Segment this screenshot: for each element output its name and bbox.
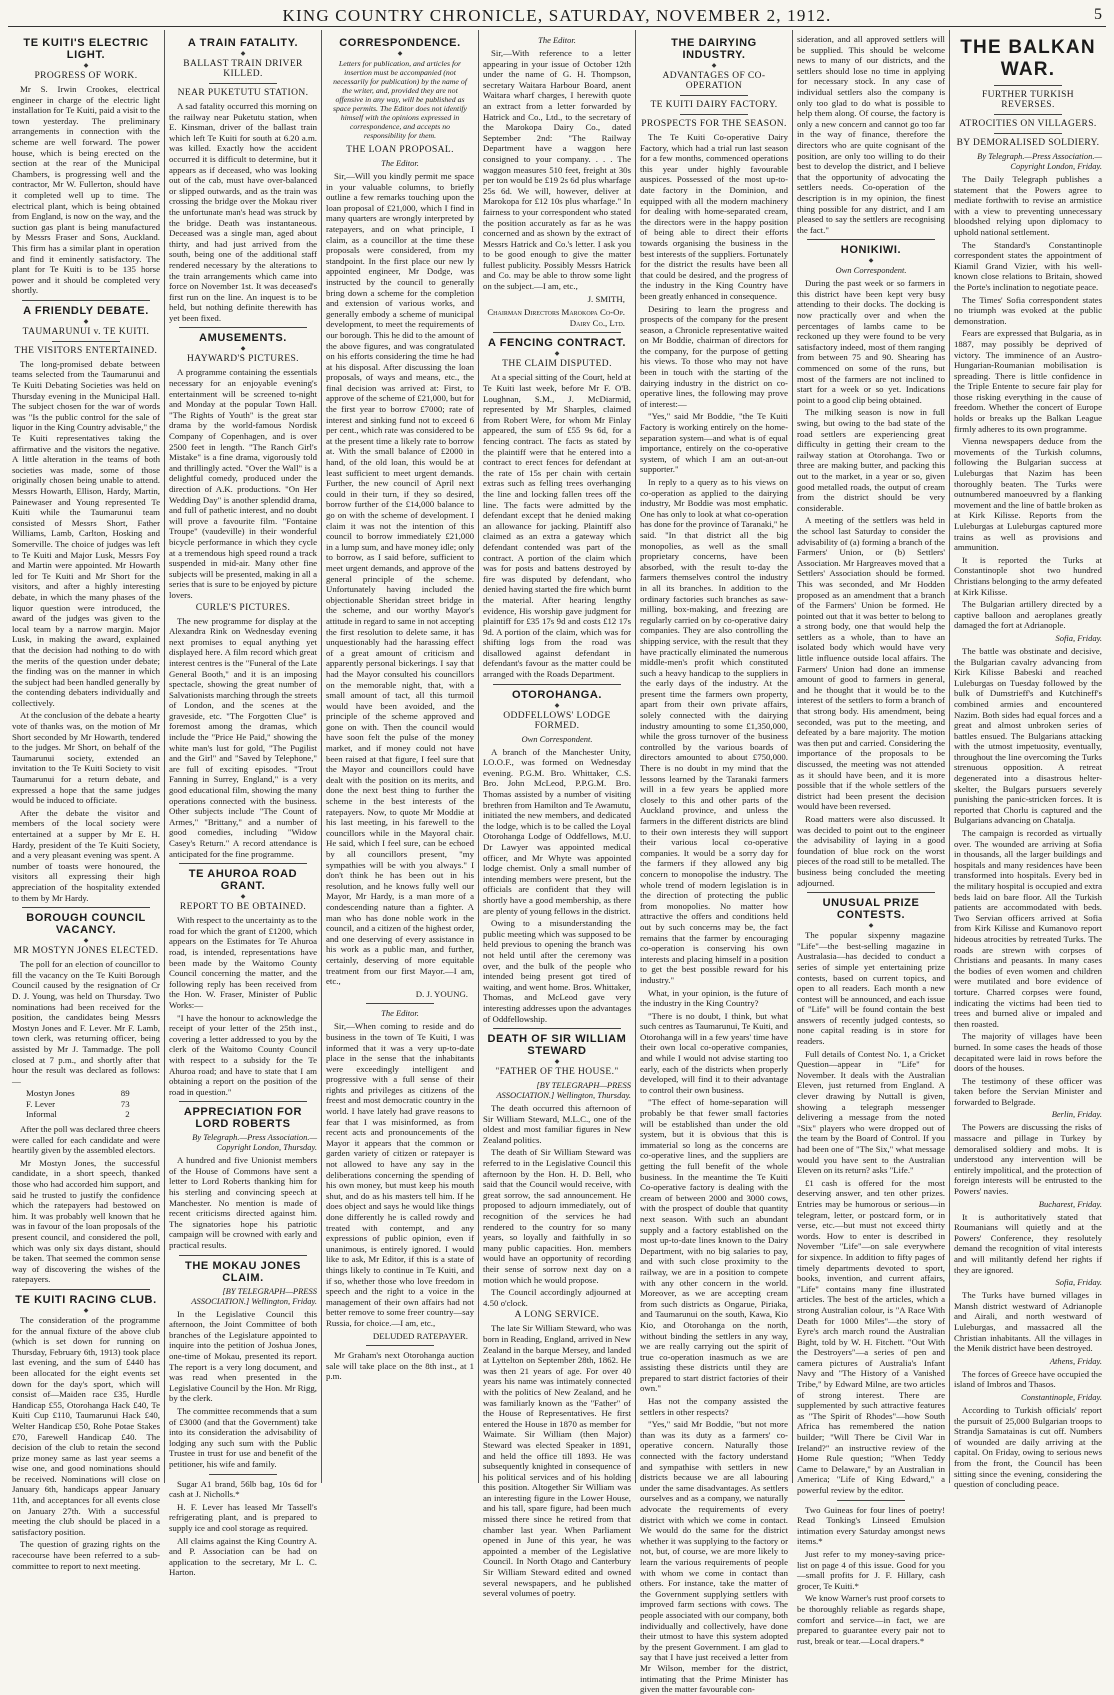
article-paragraph: Has not the company assisted the settlers in other respects?	[640, 1396, 788, 1417]
divider-ornament: ◆	[83, 1307, 89, 1314]
article-paragraph: The Standard's Constantinople correspondent states the appointment of Kiamil Grand Vizier, with his well-known close relations to Britain, showed the Porte's inclination to negotiate peace.	[954, 239, 1102, 292]
article-paragraph: The death of Sir William Steward was referred to in the Legislative Council this afternoon by the Hon. H. D. Bell, who said that the Council would receive, with great sorrow, the sad announcement. He proposed to adjourn immediately, out of recognition of the services he had rendered to the country for so many years, so loyally and faithfully in so many public capacities. Hon. members would have an opportunity of recording their sense of sorrow next day on a motion which he would propose.	[483, 1147, 631, 1285]
divider-ornament: ◆	[397, 51, 403, 57]
article-divider	[22, 1289, 150, 1290]
letter-salutation: The Editor.	[538, 35, 576, 45]
candidate-name: Mostyn Jones	[26, 1088, 75, 1099]
subhead-rule	[680, 114, 748, 115]
article-paragraph: According to Turkish officials' report the pursuit of 25,000 Bulgarian troops to Strandja Samatainas is cut off. Numbers of wounded are daily arriving at the capital. On Friday, owing to serious news from the front, the Council has been sitting since the evening, considering the question of concluding peace.	[954, 1404, 1102, 1490]
article-divider	[366, 1003, 434, 1004]
column-5	[636, 30, 793, 1695]
article-paragraph: Owing to a misunderstanding the public meeting which was supposed to be held previous to opening the branch was not held until after the ceremony was over, and the bulk of the people who intended being present got tired of waiting, and went home. Bros. Whittaker, Thomas, and McLeod gave very interesting addresses upon the advantages of Oddfellowship.	[483, 918, 631, 1024]
article-byline: Own Correspondent.	[835, 265, 907, 276]
divider-ornament: ◆	[83, 318, 89, 325]
divider-ornament: ◆	[711, 63, 717, 69]
article-borough-council	[12, 912, 160, 1285]
letter-signature: DELUDED RATEPAYER.	[372, 1330, 468, 1341]
divider-ornament: ◆	[868, 923, 874, 930]
letter-paragraph: Sir,—With reference to a letter appearing in your issue of October 12th under the name of G. H. Thompson, secretary Waitara Harbour Board, anent Waitara wharf charges, I herewith quote an extract from a letter forwarded by Hatrick and Co., Ltd., to the secretary of the Marokopa Dairy Co., dated September 2nd: "The Railway Department have a waggon here consigned to your company. . . . The waggon measures 510 feet, freight at 30s per ton would be £19 2s 6d plus wharfage 25s 6d. We will, however, deliver at Marokopa for £12 10s plus wharfage." In fairness to your correspondent who stated the position accurately as far as he was concerned and as shown by the extract of Messrs Hatrick and Co.'s letter. I ask you to be good enough to give the matter fullest publicity. Possibly Messrs Hatrick and Co. may be able to throw some light on the subject.—I am, etc.,	[483, 48, 631, 292]
article-subhead: A LONG SERVICE.	[514, 1310, 600, 1321]
article-byline: Own Correspondent.	[521, 733, 593, 744]
article-paragraph: Desiring to learn the progress and prospects of the company for the present season, a Chronicle representative waited on Mr Boddie, chairman of directors for the company, for the purpose of getting his views. To those who may not have been in touch with the starting of the dairying industry in the district on co-operative lines, the following may prove of interest:—	[640, 303, 788, 409]
article-subhead: TAUMARUNUI v. TE KUITI.	[22, 326, 150, 337]
article-divider	[22, 907, 150, 908]
article-paragraph: The poll for an election of councillor to fill the vacancy on the Te Kuiti Borough Council caused by the resignation of Cr D. J. Young, was held on Thursday. Two nominations had been received for the position, the candidates being Messrs Mostyn Jones and F. Lever. Mr F. Lamb, town clerk, was returning officer, being assisted by Mr J. Tammadge. The poll closed at 7 p.m., and shortly after that hour the result was declared as follows:—	[12, 959, 160, 1086]
poll-result-row	[26, 1099, 130, 1110]
article-paragraph: In the Legislative Council this afternoon, the Joint Committee of both branches of the Legislature appointed to inquire into the petition of Joshua Jones, one-time of Mokau, presented its report. The report is a very long document, and was read when presented in the Legislative Council by the Hon. Mr Rigg, by the clerk.	[169, 1308, 317, 1404]
article-paragraph: "I have the honour to acknowledge the receipt of your letter of the 25th inst., covering a letter addressed to you by the clerk of the Waitomo County Council with respect to a subsidy for the Te Ahuroa road; and have to state that I am obtaining a report on the position of the road in question."	[169, 1012, 317, 1097]
article-subhead: MR MOSTYN JONES ELECTED.	[13, 946, 159, 957]
article-electric-light	[12, 37, 160, 296]
vote-count: 89	[120, 1088, 130, 1099]
article-title: OTOROHANGA.	[511, 688, 603, 701]
article-correspondence	[326, 37, 474, 1382]
poll-result-table	[26, 1088, 130, 1120]
article-paragraph: A hundred and five Unionist members of the House of Commons have sent a letter to Lord Roberts thanking him for his sterling and convincing speech at Manchester. No mention is made of recent criticisms directed against him. The signatories hope his patriotic campaign will be crowned with early and practical results.	[169, 1155, 317, 1251]
article-title: A FENCING CONTRACT.	[487, 337, 627, 350]
article-ahuroa-road	[169, 868, 317, 1097]
subhead-rule	[994, 133, 1062, 134]
masthead	[8, 6, 1106, 27]
column-3	[322, 30, 479, 1483]
article-subhead: "FATHER OF THE HOUSE."	[495, 1067, 619, 1078]
article-divider	[179, 863, 307, 864]
editorial-note: Letters for publication, and articles for insertion must be accompanied (not necessarily for publication) by the name of the writer, and, provided they are not offensive in any way, will be published as space permits. The Editor does not identify himself with the opinions expressed in correspondence, and accepts no responsibility for them.	[332, 59, 468, 140]
article-dateline: Constantinople, Friday.	[1021, 1391, 1102, 1402]
article-paragraph: A sad fatality occurred this morning on the railway near Puketutu station, when E. Kinsman, driver of the ballast train which left Te Kuiti for south at 6.20 a.m. was killed. Exactly how the accident occurred it is difficult to determine, but it appears as if deceased, who was looking out of the cab, must have over-balanced or slipped outwards, and as the train was crossing the bridge over the Mokau river the unfortunate man's head was struck by the bridge. Death was instantaneous. Deceased was a single man, aged about thirty, and had just arrived from the south, being one of the additional staff rendered necessary by the alterations to the train arrangements which came into force on November 1st. It was deceased's first run on the line. An inquest is to be held, but nothing definite therewith has yet been fixed.	[169, 101, 317, 323]
candidate-name: F. Lever	[26, 1098, 56, 1109]
divider-ornament: ◆	[868, 258, 874, 265]
article-title: A FRIENDLY DEBATE.	[23, 304, 149, 317]
divider-ornament: ◆	[554, 351, 560, 358]
article-paragraph: At a special sitting of the Court, held at Te Kuiti last week, before Mr F. O'B. Loughnan, S.M., J. McDiarmid, represented by Mr Sharples, claimed from Robert Were, for whom Mr Finlay appeared, the sum of £55 9s 6d, for a fencing contract. The facts as stated by the plaintiff were that he entered into a contract to erect fences for defendant at the rate of 15s per chain with certain extras such as felling trees overhanging the line and locking fallen trees off the line. The facts were admitted by the defendant except that he denied making an allowance for jacking. Plaintiff also claimed as an extra a gateway which defendant contended was part of the contract. A portion of the claim which was for posts and battens destroyed by fire was disputed by defendant, who denied having started the fire which burnt the material. After hearing lengthy evidence, His worship gave judgment for plaintiff for £35 17s 9d and costs £12 17s 9d. A portion of the claim, which was for shifting logs from the road was disallowed against defendant in defendant's favour as the matter could be arranged with the Roads Department.	[483, 372, 631, 680]
column-1	[8, 30, 165, 1571]
article-subhead: FURTHER TURKISH REVERSES.	[981, 90, 1075, 110]
subhead-rule	[680, 95, 748, 96]
letter-signature: J. SMITH,	[587, 293, 625, 304]
article-divider	[179, 327, 307, 328]
article-friendly-debate	[12, 305, 160, 903]
column-6	[793, 30, 950, 1646]
article-subhead: NEAR PUKETUTU STATION.	[177, 88, 309, 98]
article-paragraph: "The effect of home-separation will probably be that fewer small factories will be established than under the old system, but it is obvious that this is immaterial so long as the concerns are co-operative lines, and the suppliers are getting the full benefit of the whole business. In the meantime the Te Kuiti Co-operative factory is dealing with the cream of between 2000 and 3000 cows, with the prospect of double that quantity next season. With such an abundant supply and a factory established on the most up-to-date lines known to the Dairy Department, with no big salaries to pay, and with such close proximity to the railway, we are in a position to compete with any other concern in the world. Moreover, as we are accepting cream from such districts as Ongarue, Piriaka, and Taumarunui on the south, Kawa, Kio Kio, and Otorohanga on the north, without binding the settlers in any way, we are really carrying out the spirit of true co-operation inasmuch as we are assisting these districts until they are prepared to start district factories of their own."	[640, 1097, 788, 1394]
article-title: TE KUITI'S ELECTRIC LIGHT.	[23, 37, 149, 61]
notice-paragraph: Mr Graham's next Otorohanga auction sale will take place on the 8th inst., at 1 p.m.	[326, 1350, 474, 1382]
article-paragraph: The campaign is recorded as virtually over. The wounded are arriving at Sofia in thousands, all the larger buildings and hospitals and many residences have been transformed into hospitals. Every bed in the military hospital is occupied and extra beds laid on bare floor. All the Turkish patients are accommodated with beds. Two Servian officers arrived at Sofia from Kirk Kilisse and Kumanovo report hideous atrocities by retreated Turks. The roads are strewn with corpses of Christians and peasants. In many cases the bodies of even women and children were mutilated and bore evidence of torture. Charred corpses were found, indicating the victims had been tied to trees and burned alive or impaled and then roasted.	[954, 828, 1102, 1029]
columns	[8, 30, 1106, 1695]
article-paragraph: The Bulgarian artillery directed by a captive balloon and aeroplanes greatly damaged the fort at Adrianople.	[954, 599, 1102, 631]
article-paragraph: In reply to a query as to his views on co-operation as applied to the dairying industry, Mr Boddie was most emphatic. One has only to look at what co-operation has done for the province of Taranaki," he said. "In that district all the big monopolies, as well as the small proprietary concerns, have been absorbed, with the result to-day the farmers themselves control the industry in all its branches. In addition to the ordinary factories such branches as saw-milling, box-making, and freezing are regularly carried on by co-operative dairy companies. They are also controlling the shipping service, with the result that they have practically eliminated the numerous middle-men's profit which constituted such a heavy handicap to the suppliers in the early days of the industry. At the present time the farmers own property, apart from their own private affairs, solely connected with the dairying industry amounting to some £1,350,000, while the gross turnover of the business controlled by the various boards of directors amounted to about £750,000. There is no doubt in my mind that the lessons learned by the Taranaki farmers will in a few years be applied more closely to this and other parts of the Auckland province, and unless the farmers in the different districts are blind to their own interests they will support their various local co-operative companies. It would be a sorry day for the farmers if they allowed any big concern to monopolise the industry. The whole trend of modern legislation is in the direction of protecting the public from monopolies. No matter how attractive the offers and conditions held out by such concerns may be, the fact remains that the farmer by encouraging co-operation is conserving his own interests and placing himself in a position to get the best possible reward for his industry."	[640, 477, 788, 985]
article-title: TE AHUROA ROAD GRANT.	[188, 868, 298, 893]
article-divider	[22, 300, 150, 301]
subhead-rule	[209, 83, 277, 84]
article-subhead: PROSPECTS FOR THE SEASON.	[641, 119, 787, 129]
letter-salutation: The Editor.	[381, 158, 419, 168]
article-prize-contests	[797, 897, 945, 1646]
article-paragraph: The question of grazing rights on the racecourse have been referred to a sub-committee to report to next meeting.	[12, 1539, 160, 1571]
article-subhead: REPORT TO BE OBTAINED.	[179, 902, 307, 913]
article-paragraph: "There is no doubt, I think, but what such centres as Taumarunui, Te Kuiti, and Otorohanga will in a few years' time have their own local co-operative companies, and while I would not advise starting too early, each of the districts when properly developed, will find it to their advantage to control their own business.	[640, 1010, 788, 1095]
article-paragraph: The Powers are discussing the risks of massacre and pillage in Turkey by demoralised soldiery and mobs. It is understood any intervention will be entirely impolitical, and the protection of foreign interests will be entrusted to the Powers' navies.	[954, 1122, 1102, 1197]
article-fencing-contract	[483, 337, 631, 679]
article-subhead: THE CLAIM DISPUTED.	[502, 359, 612, 370]
article-paragraph: The new programme for display at the Alexandra Rink on Wednesday evening next promises to equal anything yet displayed here. A film record which great interest centres is the "Funeral of the Late General Booth," and it is an imposing spectacle, showing the great number of Salvationists marching through the streets of London, and the scenes at the graveside, etc. "The Forgotten Clue" is foremost among the dramas, which include the "Price He Paid," showing the white man's lust for gold, "The Pugilist and the Girl" and "Saved by Telephone," are full of exciting episodes. "Trout Fanning in Surrey, England," is a very good educational film, showing the many operations connected with the business. Other subjects include "The Count of Armes," "Brittany," and a number of good comedies, including "Widow Casey's Return." A record attendance is anticipated for the fine programme.	[169, 615, 317, 859]
notice-paragraph: H. F. Lever has leased Mr Tassell's refrigerating plant, and is prepared to supply ice and cool storage as required.	[169, 1501, 317, 1533]
article-letter-smith	[483, 35, 631, 328]
article-dateline: Athens, Friday.	[1049, 1355, 1102, 1366]
article-paragraph: After the debate the visitor and members of the local society were entertained at a supper by Mr E. H. Hardy, president of the Te Kuiti Society, and a very pleasant evening was spent. A number of toasts were honoured, the visitors all expressing their high appreciation of the hospitality extended to them by Mr Hardy.	[12, 807, 160, 903]
article-divider	[209, 1474, 277, 1475]
article-paragraph: The consideration of the programme for the annual fixture of the above club (which is set down for running on Thursday, February 6th, 1913) took place last evening, and the sum of £440 has been allocated for the eight events set down for the day's sport, which will consist of—Maiden race £35, Hurdle Handicap £55, Otorohanga Hack £40, Te Kuiti Cup £110, Taumarunui Hack £40, Welter Handicap £50, Rohe Potae Stakes £70, Farewell Handicap £40. The decision of the club to retain the second prize money same as last year seems a wise one, and good nominations should be received. Nominations will close on January 6th, handicaps appear January 11th, and acceptances for all events close on January 27th. With a successful meeting the club should be placed in a satisfactory position.	[12, 1314, 160, 1537]
article-divider	[837, 1500, 905, 1501]
notice-paragraph: Two Guineas for four lines of poetry! Read Tonking's Linseed Emulsion intimation every Saturday amongst news items.*	[797, 1504, 945, 1547]
divider-ornament: ◆	[83, 938, 89, 945]
article-title: DEATH OF SIR WILLIAM STEWARD	[487, 1033, 627, 1058]
article-title: APPRECIATION FOR LORD ROBERTS	[183, 1106, 303, 1131]
article-paragraph: Mr Mostyn Jones, the successful candidate, in a short speech, thanked those who had accorded him support, and said he trusted to justify the confidence which the ratepayers had bestowed on him. It was probably well known that he was in favour of the loan proposals of the present council, and considered the poll, which was only six days distant, should be taken. That seemed the common sense way of discovering the wishes of the ratepayers.	[12, 1157, 160, 1285]
article-dateline: Sofia, Friday.	[1055, 1277, 1102, 1288]
article-dairying-industry	[640, 37, 788, 1695]
article-divider	[179, 1255, 307, 1256]
article-paragraph: "Yes," said Mr Boddie, "but not more than was its duty as a farmers' co-operative concern. Naturally those connected with the factory understand and sympathise with settlers in new districts because we are all labouring under the same disadvantages. As settlers ourselves and as a company, we naturally advocate the requirements of every district with which we come in contact. We would do the same for the district whether it was supplying to the factory or not, but, of course, we are more likely to learn the various requirements of people with whom we come in contact than others. For instance, take the matter of the Government supplying settlers with improved farm sections with cows. The people associated with our company, both individually and collectively, have done their utmost to have this system adopted by the present Government. I am glad to say that I have just received a letter from Mr Wilson, member for the district, intimating that the Prime Minister has given the matter favourable con-	[640, 1419, 788, 1695]
article-paragraph: The battle was obstinate and decisive, the Bulgarian cavalry advancing from Kirk Kilisse Babeski and reached Luleburgas on Tuesday followed by the bulk of Dumstrieff's and Kutchineff's combined armies and encountered Nazim. Both sides had equal forces and a great and almost unbroken series of battles ensued. The Bulgarians attacking with the utmost impetuosity, eventually, throughout the line overcoming the Turks strenuous opposition. A retreat degenerated into a disastrous helter-skelter, the Bulgars pursuers severely punishing the panic-stricken forces. It is reported that Chorlu is captured and the Bulgarians advancing on Chatalja.	[954, 645, 1102, 826]
letter-signature-title: Chairman Directors Marokopa Co-Op. Dairy Co., Ltd.	[487, 307, 625, 328]
article-otorohanga	[483, 689, 631, 1024]
article-dairying-continued	[797, 34, 945, 235]
article-paragraph: Road matters were also discussed. It was decided to point out to the engineer the advisability of laying in a good foundation of blue rock on the worst pieces of the road still to be metalled. The business being concluded the meeting adjourned.	[797, 813, 945, 888]
article-divider	[493, 332, 621, 333]
article-paragraph: A meeting of the settlers was held in the school last Saturday to consider the advisability of (a) forming a branch of the Farmers' Union, or (b) Settlers' Association. Mr Hargreaves moved that a Settlers' Association should be formed. This was seconded, and Mr Hodden proposed as an amendment that a branch of the Farmers' Union be formed. He pointed out that it was better to belong to a strong body, one that would help the settlers as a whole, than to have an isolated body which would have very little influence outside local affairs. The Farmers' Union had done an immense amount of good to farmers in general, and he thought that it would be to the interest of the settlers to form a branch of that strong body. His amendment, being seconded, was put to the meeting, and defeated by a bare majority. The motion was then put and carried. Considering the importance of the proposals to be discussed, the meeting was not attended as it should have been, and it is more possible that if the whole settlers of the district had been present the decision would have been reversed.	[797, 515, 945, 812]
article-dateline: Sofia, Friday.	[1055, 632, 1102, 643]
article-subhead: ATROCITIES ON VILLAGERS.	[959, 119, 1097, 129]
article-paragraph: It is authoritatively stated that Roumanians will quietly and at the Powers' Conference, they resolutely demand the recognition of vital interests and will militantly defend her rights if they are ignored.	[954, 1211, 1102, 1275]
divider-ornament: ◆	[554, 1059, 560, 1066]
article-paragraph: The majority of villages have been burned. In some cases the heads of those decapitated were laid in rows before the doors of the houses.	[954, 1031, 1102, 1074]
article-paragraph: The death occurred this afternoon of Sir William Steward, M.L.C., one of the oldest and most familiar figures in New Zealand politics.	[483, 1103, 631, 1145]
divider-ornament: ◆	[240, 51, 246, 57]
article-paragraph: A branch of the Manchester Unity, I.O.O.F., was formed on Wednesday evening. P.G.M. Bro. Whittaker, C.S. Bro. John McLeod, P.P.G.M. Bro. Thomas assisted by a number of visiting brethren from Hamilton and Te Awamutu, initiated the new members, and dedicated the lodge, which is to be called the Loyal Otorohanga Lodge of Oddfellows, M.U. Dr Lawyer was appointed medical officer, and Mr Whyte was appointed lodge chemist. Only a small number of intending members were present, but the officials are confident that they will shortly have a good membership, as there are plenty of young fellows in the district.	[483, 746, 631, 916]
divider-ornament: ◆	[240, 346, 246, 353]
subhead-rule	[994, 114, 1062, 115]
vote-count: 73	[120, 1098, 130, 1109]
article-paragraph: Full details of Contest No. 1, a Cricket Question—appear in "Life" for November. It deals with the Australian Eleven, just returned from England. A clever drawing by Nuttall is given, showing a telegraph messenger delivering a message from the noted "Six" players who were dropped out of the team by the Board of Control. If you had been one of "The Six," what message would you have sent to the Australian Eleven on its return? asks "Life."	[797, 1048, 945, 1176]
article-title: THE BALKAN WAR.	[960, 37, 1096, 80]
candidate-name: Informal	[26, 1109, 57, 1120]
article-paragraph: Mr S. Irwin Crookes, electrical engineer in charge of the electric light installation for Te Kuiti, paid a visit to the town yesterday. The preliminary arrangements in connection with the scheme are well forward. The power house, which is being erected on the section at the rear of the Municipal Chambers, is progressing well and the contractor, Mr W. Fullerton, should have it completed well up to time. The electrical plant, which is being obtained from England, is now on the way, and the suction gas plant is being manufactured by Messrs Fraser and Sons, Auckland. This firm has a similar plant in operation and find it eminently satisfactory. The plant for Te Kuiti is to be 135 horse power and it should be completed very shortly.	[12, 84, 160, 296]
article-amusements	[169, 332, 317, 859]
article-paragraph: A programme containing the essentials necessary for an enjoyable evening's entertainment will be screened to-night and Monday at the popular Town Hall. "The Rights of Youth" is the great star drama by the world-famous Nordisk Company of Copenhagen, and is over 2500 feet in length. "The Ranch Girl's Mistake" is a fine drama, vigorously told and thrillingly acted. "Over the Wall" is a delightful comedy, produced under the direction of A.K. productions. "On Her Wedding Day" is another splendid drama, and full of pathetic interest, and no doubt will prove a favourite film. "Fontaine Troupe" (vaudeville) in their wonderful bicycle performance in which they cycle at a tremendous high speed round a track suspended in mid-air. Many other fine subjects will be presented, making in all a series that is sure to be enjoyed by picture lovers.	[169, 367, 317, 600]
notice-paragraph: Just refer to my money-saving price-list on page 4 of this issue. Good for you—small profits for J. F. Hillary, cash grocer, Te Kuiti.*	[797, 1548, 945, 1591]
article-dateline: By Telegraph.—Press Association.—Copyright London, Friday.	[977, 151, 1102, 171]
notice-paragraph: All claims against the King Country A. and P. Association can be had on application to the secretary, Mr L. C. Harton.	[169, 1535, 317, 1578]
divider-ornament: ◆	[554, 702, 560, 709]
article-paragraph: £1 cash is offered for the most deserving answer, and ten other prizes. Entries may be humorous or serious—in telegram, letter, or postcard form, or in verse, etc.—but must not exceed thirty words. How to enter is described in November "Life"—on sale everywhere for sixpence. In addition to fifty pages of timely departments devoted to sport, books, invention, and current affairs, "Life" contains many fine illustrated articles. The best of the articles, which a strong Australian colour, is "A Race With Death for 1000 Miles"—the story of Eyre's arch march round the Australian Bight, told by W. H. Fitchett. "Out With the Destroyers"—a series of pen and camera pictures of Australia's Infant Navy and "The History of a Vanished Tribe," by Edward Milne, are two articles of strong interest. There are supplemented by such attractive features as "The Spirit of Rhodes"—how South Africa has remembered the nation builder; "Will There be Civil War in Ireland?" an instructive review of the Home Rule question; "When Teddy Came to Delaware," by an Australian in America; "Life of King Edward," a powerful review by the editor.	[797, 1177, 945, 1495]
article-subhead: THE VISITORS ENTERTAINED.	[14, 345, 158, 356]
letter-salutation: The Editor.	[381, 1008, 419, 1019]
article-paragraph: With respect to the uncertainty as to the road for which the grant of £1200, which appears on the Estimates for Te Ahuroa road, is intended, representations have been made by the Waitomo County Council concerning the matter, and the following reply has been received from the Hon. W. Fraser, Minister of Public Works:—	[169, 915, 317, 1010]
article-dateline: By Telegraph.—Press Association.—Copyright London, Thursday.	[192, 1132, 317, 1153]
article-sir-william-steward	[483, 1033, 631, 1599]
article-balkan-war	[954, 37, 1102, 1490]
article-paragraph: sideration, and all approved settlers will be supplied. This should be welcome news to many of our districts, and the settlers should lose no time in applying for necessary stock. In any case of individual settlers also the company is only too glad to do what is possible to help them along. Of course, the factory is only a new concern and cannot go too far in the way of finance, therefore the directors who are quite cognisant of the position, are only too willing to do their best to develop the district, and I believe that the opportunity of advocating the settlers needs. Co-operation of the description is in my opinion, the finest thing possible for any district, and I am pleased to say the settlers are recognising the fact."	[797, 34, 945, 235]
article-paragraph: The milking season is now in full swing, but owing to the bad state of the road settlers are experiencing great difficulty in getting their cream to the railway station at Otorohanga. Two or three are making butter, and packing this out to the market, in a year or so, given good metalled roads, the output of cream from the district should be very considerable.	[797, 407, 945, 513]
column-4	[479, 30, 636, 1599]
article-subhead: HAYWARD'S PICTURES.	[187, 354, 299, 365]
divider-ornament: ◆	[240, 894, 246, 901]
article-subhead: CURLE'S PICTURES.	[195, 602, 291, 613]
article-paragraph: The popular sixpenny magazine "Life"—the best-selling magazine in Australasia—has decided to conduct a series of simple yet entertaining prize contests, based on current topics, and open to all readers. Each month a new contest will be announced, and each issue of "Life" will be found contain the best answers of recently judged contests, so none capital reading is in store for readers.	[797, 930, 945, 1047]
article-paragraph: Vienna newspapers deduce from the movements of the Turkish columns, following the Bulgarian success at Luleburgas that Nazim has been thoroughly beaten. The Turks were outnumbered manoeuvred by a flanking movement and the line of battle broken as at Kirk Kilisse. Reports from the Luleburgas at Luleburgas captured more trains as well as provisions and ammunition.	[954, 436, 1102, 553]
article-subhead: ADVANTAGES OF CO-OPERATION	[662, 71, 766, 91]
article-paragraph: The forces of Greece have occupied the island of Imbros and Thasos.	[954, 1368, 1102, 1390]
poll-result-row	[26, 1109, 130, 1120]
article-racing-club	[12, 1294, 160, 1571]
article-subhead: BY DEMORALISED SOLDIERY.	[956, 138, 1100, 148]
article-title: THE MOKAU JONES CLAIM.	[185, 1259, 301, 1284]
divider-ornament: ◆	[83, 63, 89, 69]
article-lord-roberts	[169, 1106, 317, 1250]
article-dateline: [BY TELEGRAPH—PRESS ASSOCIATION.] Wellington, Friday.	[191, 1285, 317, 1306]
article-paragraph: The Times' Sofia correspondent states no triumph was evoked at the public demonstration.	[954, 294, 1102, 326]
article-divider	[366, 1345, 434, 1346]
article-divider	[807, 892, 935, 893]
article-paragraph: The testimony of these officer was taken before the Servian Minister and forwarded to Belgrade.	[954, 1075, 1102, 1107]
article-paragraph: The Daily Telegraph publishes a statement that the Powers agree to mediate forthwith to revise an armistice with a view to preventing unnecessary bloodshed relying upon diplomacy to uphold national settlement.	[954, 174, 1102, 237]
article-paragraph: Fears are expressed that Bulgaria, as in 1887, may possibly be deprived of victory. The imminence of an Austro-Hungarian-Roumanian mobilisation is spreading. There is little confidence in the Triple Entente to secure fair play for those risking everything in the cause of freedom. Whether the concert of Europe holds or breaks up the Balkan League firmly adheres to its own programme.	[954, 328, 1102, 434]
article-divider	[807, 239, 935, 240]
article-title: CORRESPONDENCE.	[339, 37, 461, 49]
article-subhead: PROGRESS OF WORK.	[34, 71, 138, 81]
article-honikiwi	[797, 244, 945, 888]
article-dateline: [BY TELEGRAPH—PRESS ASSOCIATION.] Wellington, Thursday.	[496, 1080, 631, 1101]
article-paragraph: What, in your opinion, is the future of the industry in the King Country?	[640, 987, 788, 1009]
article-dateline: Bucharest, Friday.	[1038, 1198, 1102, 1209]
article-divider	[493, 1028, 621, 1029]
newspaper-title: KING COUNTRY CHRONICLE, SATURDAY, NOVEMBER 2, 1912.	[282, 6, 832, 25]
article-title: AMUSEMENTS.	[199, 332, 287, 345]
article-title: HONIKIWI.	[840, 244, 902, 257]
article-subhead: TE KUITI DAIRY FACTORY.	[650, 100, 778, 110]
column-2	[165, 30, 322, 1578]
article-mokau-jones	[169, 1260, 317, 1578]
poll-result-row	[26, 1088, 130, 1099]
article-title: UNUSUAL PRIZE CONTESTS.	[822, 897, 920, 922]
article-subhead: ODDFELLOWS' LODGE FORMED.	[503, 710, 611, 731]
article-subhead: BALLAST TRAIN DRIVER KILLED.	[183, 59, 303, 79]
article-title: BOROUGH COUNCIL VACANCY.	[26, 912, 146, 937]
letter-paragraph: Sir,—When coming to reside and do business in the town of Te Kuiti, I was informed that it was a very up-to-date place in the sense that the inhabitants were exceedingly intelligent and progressive with a full sense of their rights and privileges as citizens of the freest and most democratic country in the world. I have lately had grave reasons to fear that I was misinformed, as from recent acts and pronouncements of the Mayor it appears that the common or garden variety of citizen or ratepayer is not allowed to have any say in the deliberations concerning the spending of his own money, but must keep his mouth shut, and do as his masters tell him. If he does object and says he would like things done differently he is called rowdy and treated with contempt, and any expressions of public opinion, even if unanimous, is entirely ignored. I would like to ask, Mr Editor, if this is a state of things likely to continue in Te Kuiti, and if so, whether those who love freedom in speech and the right to a voice in the management of their own affairs had not better remove to some freer country—say Russia, for choice.—I am, etc.,	[326, 1021, 474, 1328]
article-divider	[493, 684, 621, 685]
notice-paragraph: Sugar A1 brand, 56lb bag, 10s 6d for cash at J. Nicholls.*	[169, 1478, 317, 1500]
article-paragraph: After the poll was declared three cheers were called for each candidate and were heartily given by the assembled electors.	[12, 1124, 160, 1156]
subhead-rule	[994, 85, 1062, 86]
article-paragraph: The Turks have burned villages in Mansh district westward of Adrianople and Airali, and north westward of Luleburgas, and massacred all the Christian inhabitants. All the villages in the Menik district have been destroyed.	[954, 1290, 1102, 1354]
subhead-rule	[52, 341, 120, 342]
letter-signature: D. J. YOUNG.	[415, 988, 468, 999]
article-paragraph: The committee recommends that a sum of £3000 (and that the Government) take into its consideration the advisability of lodging any such sum with the Public Trustee in trust for use and benefit of the petitioner, his wife and family.	[169, 1405, 317, 1469]
notice-paragraph: We know Warner's rust proof corsets to be thoroughly reliable as regards shape, comfort and service—in fact, we are prepared to guarantee every pair not to rust, break or tear.—Local drapers.*	[797, 1593, 945, 1646]
article-paragraph: It is reported the Turks at Constantinople shot two hundred Christians belonging to the army defeated at Kirk Kilisse.	[954, 554, 1102, 597]
article-title: THE DAIRYING INDUSTRY.	[671, 37, 757, 61]
letter-paragraph: Sir,—Will you kindly permit me space in your valuable columns, to briefly outline a few remarks touching upon the loan proposal of £21,000, which I find in many quarters are wrongly interpreted by ratepayers, and on what principle, I claim, as a councillor at the time these proposals were considered, from my standpoint. In the first place our new ly appointed engineer, Mr Dodge, was instructed by the council to generally bring down a scheme for the completion and extension of various works, and generally embody a scheme of municipal development, to meet the requirements of our borough. This he did to the amount of the above figures, and was congratulated on his efforts considering the time he had at his disposal. After discussing the loan proposals, of ways and means, etc., the final decision was arrived at: First, to approve of the scheme of £21,000, but for the first year to borrow £7000; rate of interest and sinking fund not to exceed 6 per cent., which rate was considered to be at the present time a likely rate to borrow at. With the small balance of £2000 in hand, of the old loan, this would be at least sufficient to meet urgent demands. Further, the new council of April next could in their turn, if they so desired, borrow further of the £14,000 balance to go on with the scheme of development. I claim it was not the intention of this council to borrow immediately £21,000 in a lump sum, and have money idle; only to borrow, as I said before, sufficient to meet urgent demands, and approve of the general principle of the scheme. Unfortunately having included the objectionable Sheridan street bridge in the scheme, and our worthy Mayor's attitude in regard to same in not accepting the first resolution to delete same, it has unquestionably had the harassing effect of a great amount of criticism and apparently personal bickerings. I say that had the Mayor consulted his councillors on the memorable night, that, with a small amount of tact, all this turmoil would have been avoided, and the principle of the scheme approved and gone on with. Then the council would have soon felt the pulse of the money market, and if money could not have been raised at that figure, I feel sure that the Mayor and councillors could have dealt with the position on its merits, and done the next best thing to further the scheme in the best interests of the ratepayers. Now, to quote Mr Moddie at his last meeting, in his farewell to the councillors while in the Mayoral chair. He said, which I feel sure, can be echoed by all councillors present, "my sympathies will be with you always." I don't think he has been out in his resolution, and he knows fully well our Mayor, Mr Hardy, is a man more of a condescending nature than a fighter. A man who has done noble work in the council, and a citizen of the highest order, and one deserving of every assistance in his work as a public man, and further, certainly, deserving of more equitable treatment from our first Mayor.—I am, etc.,	[326, 171, 474, 987]
article-dateline: Berlin, Friday.	[1051, 1109, 1102, 1120]
vote-count: 2	[125, 1109, 130, 1120]
article-paragraph: The Te Kuiti Co-operative Dairy Factory, which had a trial run last season for a few months, commenced operations this year under highly favourable auspices. Possessed of the most up-to-date factory in the Dominion, and equipped with all the modern machinery for dealing with home-separated cream, the directors were in the happy position of being able to direct their efforts towards organising the business in the best interests of the suppliers. Fortunately for the district the results have been all that could be desired, and the progress of the industry in the King Country have been greatly enhanced in consequence.	[640, 132, 788, 301]
column-7	[950, 30, 1106, 1490]
article-paragraph: The Council accordingly adjourned at 4.50 o'clock.	[483, 1287, 631, 1308]
article-train-fatality	[169, 37, 317, 323]
article-title: A TRAIN FATALITY.	[187, 37, 299, 49]
article-subhead: THE LOAN PROPOSAL.	[346, 145, 454, 155]
article-paragraph: The long-promised debate between teams selected from the Taumarunui and Te Kuiti Debating Societies was held on Thursday evening in the Municipal Hall. The subject chosen for the war of words was "Is the public control for the sale of liquor in the King Country advisable," the Te Kuiti representatives taking the affirmative and the visitors the negative. A little alteration in the teams of both societies was made, some of those originally chosen being unable to attend. Messrs Howarth, Ellison, Hardy, Martin, Painewaser and Young represented Te Kuiti while the Taumarunui team consisted of Messrs Short, Father Williams, Lamb, Carlton, Hosking and Somerville. The choice of judges was left to Te Kuiti and Major Lusk, Messrs Foy and Martin were appointed. Mr Howarth led for Te Kuiti and Mr Short for the visitors, and after a highly interesting debate, in which the many phases of the liquor question were introduced, the award of the judges was given to the local team by a narrow margin. Major Lusk, in making the award, explained that the decision had nothing to do with the merits of the question under debate; the finding was on the manner in which the subject had been handled generally by the contending debaters individually and collectively.	[12, 358, 160, 708]
article-paragraph: "Yes," said Mr Boddie, "the Te Kuiti Factory is working entirely on the home-separation system—and what is of equal importance, entirely on the co-operative system, of which I am an out-an-out supporter."	[640, 411, 788, 475]
article-paragraph: At the conclusion of the debate a hearty vote of thanks was, on the motion of Mr Short seconded by Mr Howarth, tendered to the judges. Mr Short, on behalf of the Taumarunui society, extended an invitation to the Te Kuiti Society to visit Taumarunui for a return debate, and expressed a hope that the same judges would be induced to officiate.	[12, 710, 160, 806]
article-paragraph: During the past week or so farmers in this district have been kept very busy attending to their docks. The docking is now practically over and when the percentages of lambs came to be reckoned up they were found to be very satisfactory indeed, most of them ranging from between 75 and 90. Shearing has commenced on some of the runs, but most of the farmers are not inclined to start for a week or so yet. Indications point to a good clip being obtained.	[797, 278, 945, 405]
page-number: 5	[1094, 6, 1102, 23]
article-divider	[179, 1101, 307, 1102]
article-paragraph: The late Sir William Steward, who was born in Reading, England, arrived in New Zealand in the barque Mersey, and landed at Lyttelton on September 28th, 1862. He was then 21 years of age. For over 40 years his name was intimately connected with the politics of New Zealand, and he was familiarly known as the "Father" of the House of Representatives. He first entered the House in 1870 as member for Waimate. Sir William (then Major) Steward was elected Speaker in 1891, and held the office till 1893. He was subsequently knighted in consequence of his political services and of his holding this position. Altogether Sir William was an interesting figure in the Lower House, and his tall, spare figure, had been much missed there since he retired from that chamber last year. When Parliament opened in June of this year, he was appointed a member of the Legislative Council. In North Otago and Canterbury Sir William Steward edited and owned several newspapers, and he published several volumes of poetry.	[483, 1323, 631, 1599]
article-title: TE KUITI RACING CLUB.	[15, 1293, 157, 1306]
